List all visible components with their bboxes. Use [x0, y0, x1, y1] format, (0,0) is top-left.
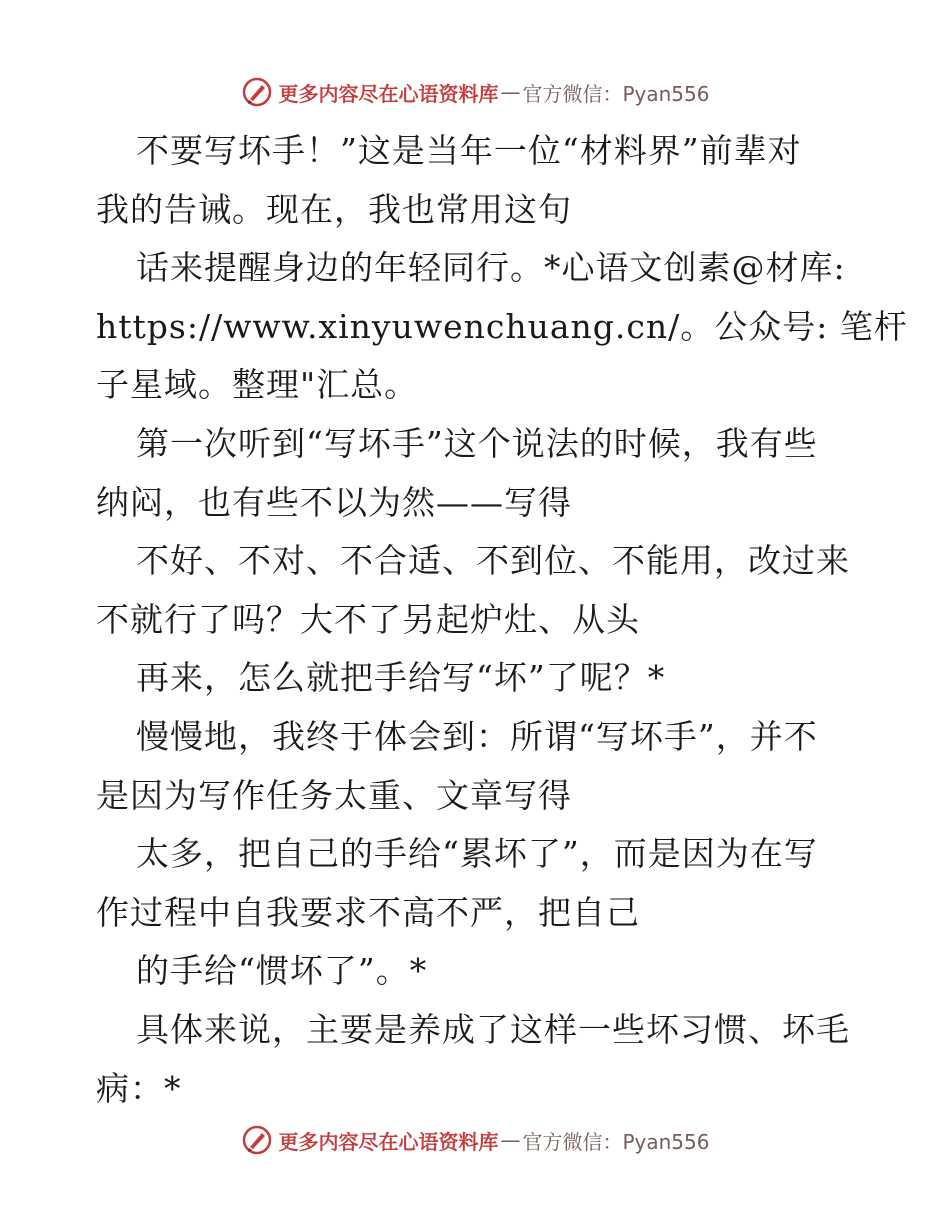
banner-separator: — [500, 80, 521, 104]
banner-wechat: 官方微信：Pyan556 [522, 1129, 710, 1154]
banner-title: 更多内容尽在心语资料库 [278, 81, 499, 106]
text-line: 不要写坏手！”这是当年一位“材料界”前辈对 [136, 131, 802, 170]
text-line: 子星域。整理"汇总。 [96, 365, 419, 405]
banner-title: 更多内容尽在心语资料库 [278, 1129, 499, 1154]
header-banner [0, 72, 950, 112]
text-line: 太多，把自己的手给“累坏了”，而是因为在写 [136, 834, 818, 874]
text-line: 慢慢地，我终于体会到：所谓“写坏手”，并不 [136, 716, 818, 756]
text-line: 不好、不对、不合适、不到位、不能用，改过来 [136, 541, 850, 581]
footer-banner [0, 1120, 950, 1160]
text-line: 不就行了吗？大不了另起炉灶、从头 [96, 599, 640, 639]
banner-wechat: 官方微信：Pyan556 [522, 81, 710, 106]
brush-logo-icon [240, 75, 274, 109]
text-line: 病：* [96, 1068, 182, 1108]
brush-logo-icon [240, 1123, 274, 1157]
text-line: 第一次听到“写坏手”这个说法的时候，我有些 [136, 423, 818, 463]
text-line: 话来提醒身边的年轻同行。*心语文创素@材库: [136, 248, 846, 288]
text-line: 纳闷，也有些不以为然——写得 [96, 482, 572, 522]
banner-separator: — [500, 1128, 521, 1152]
document-body [96, 122, 908, 1118]
text-line: 我的告诫。现在，我也常用这句 [96, 189, 572, 229]
text-line: 是因为写作任务太重、文章写得 [96, 775, 572, 815]
text-line: https://www.xinyuwenchuang.cn/。公众号: 笔杆 [96, 306, 908, 346]
text-line: 的手给“惯坏了”。* [136, 951, 428, 991]
text-line: 再来，怎么就把手给写“坏”了呢？* [136, 658, 666, 698]
text-line: 作过程中自我要求不高不严，把自己 [96, 892, 640, 932]
text-line: 具体来说，主要是养成了这样一些坏习惯、坏毛 [136, 1009, 850, 1049]
